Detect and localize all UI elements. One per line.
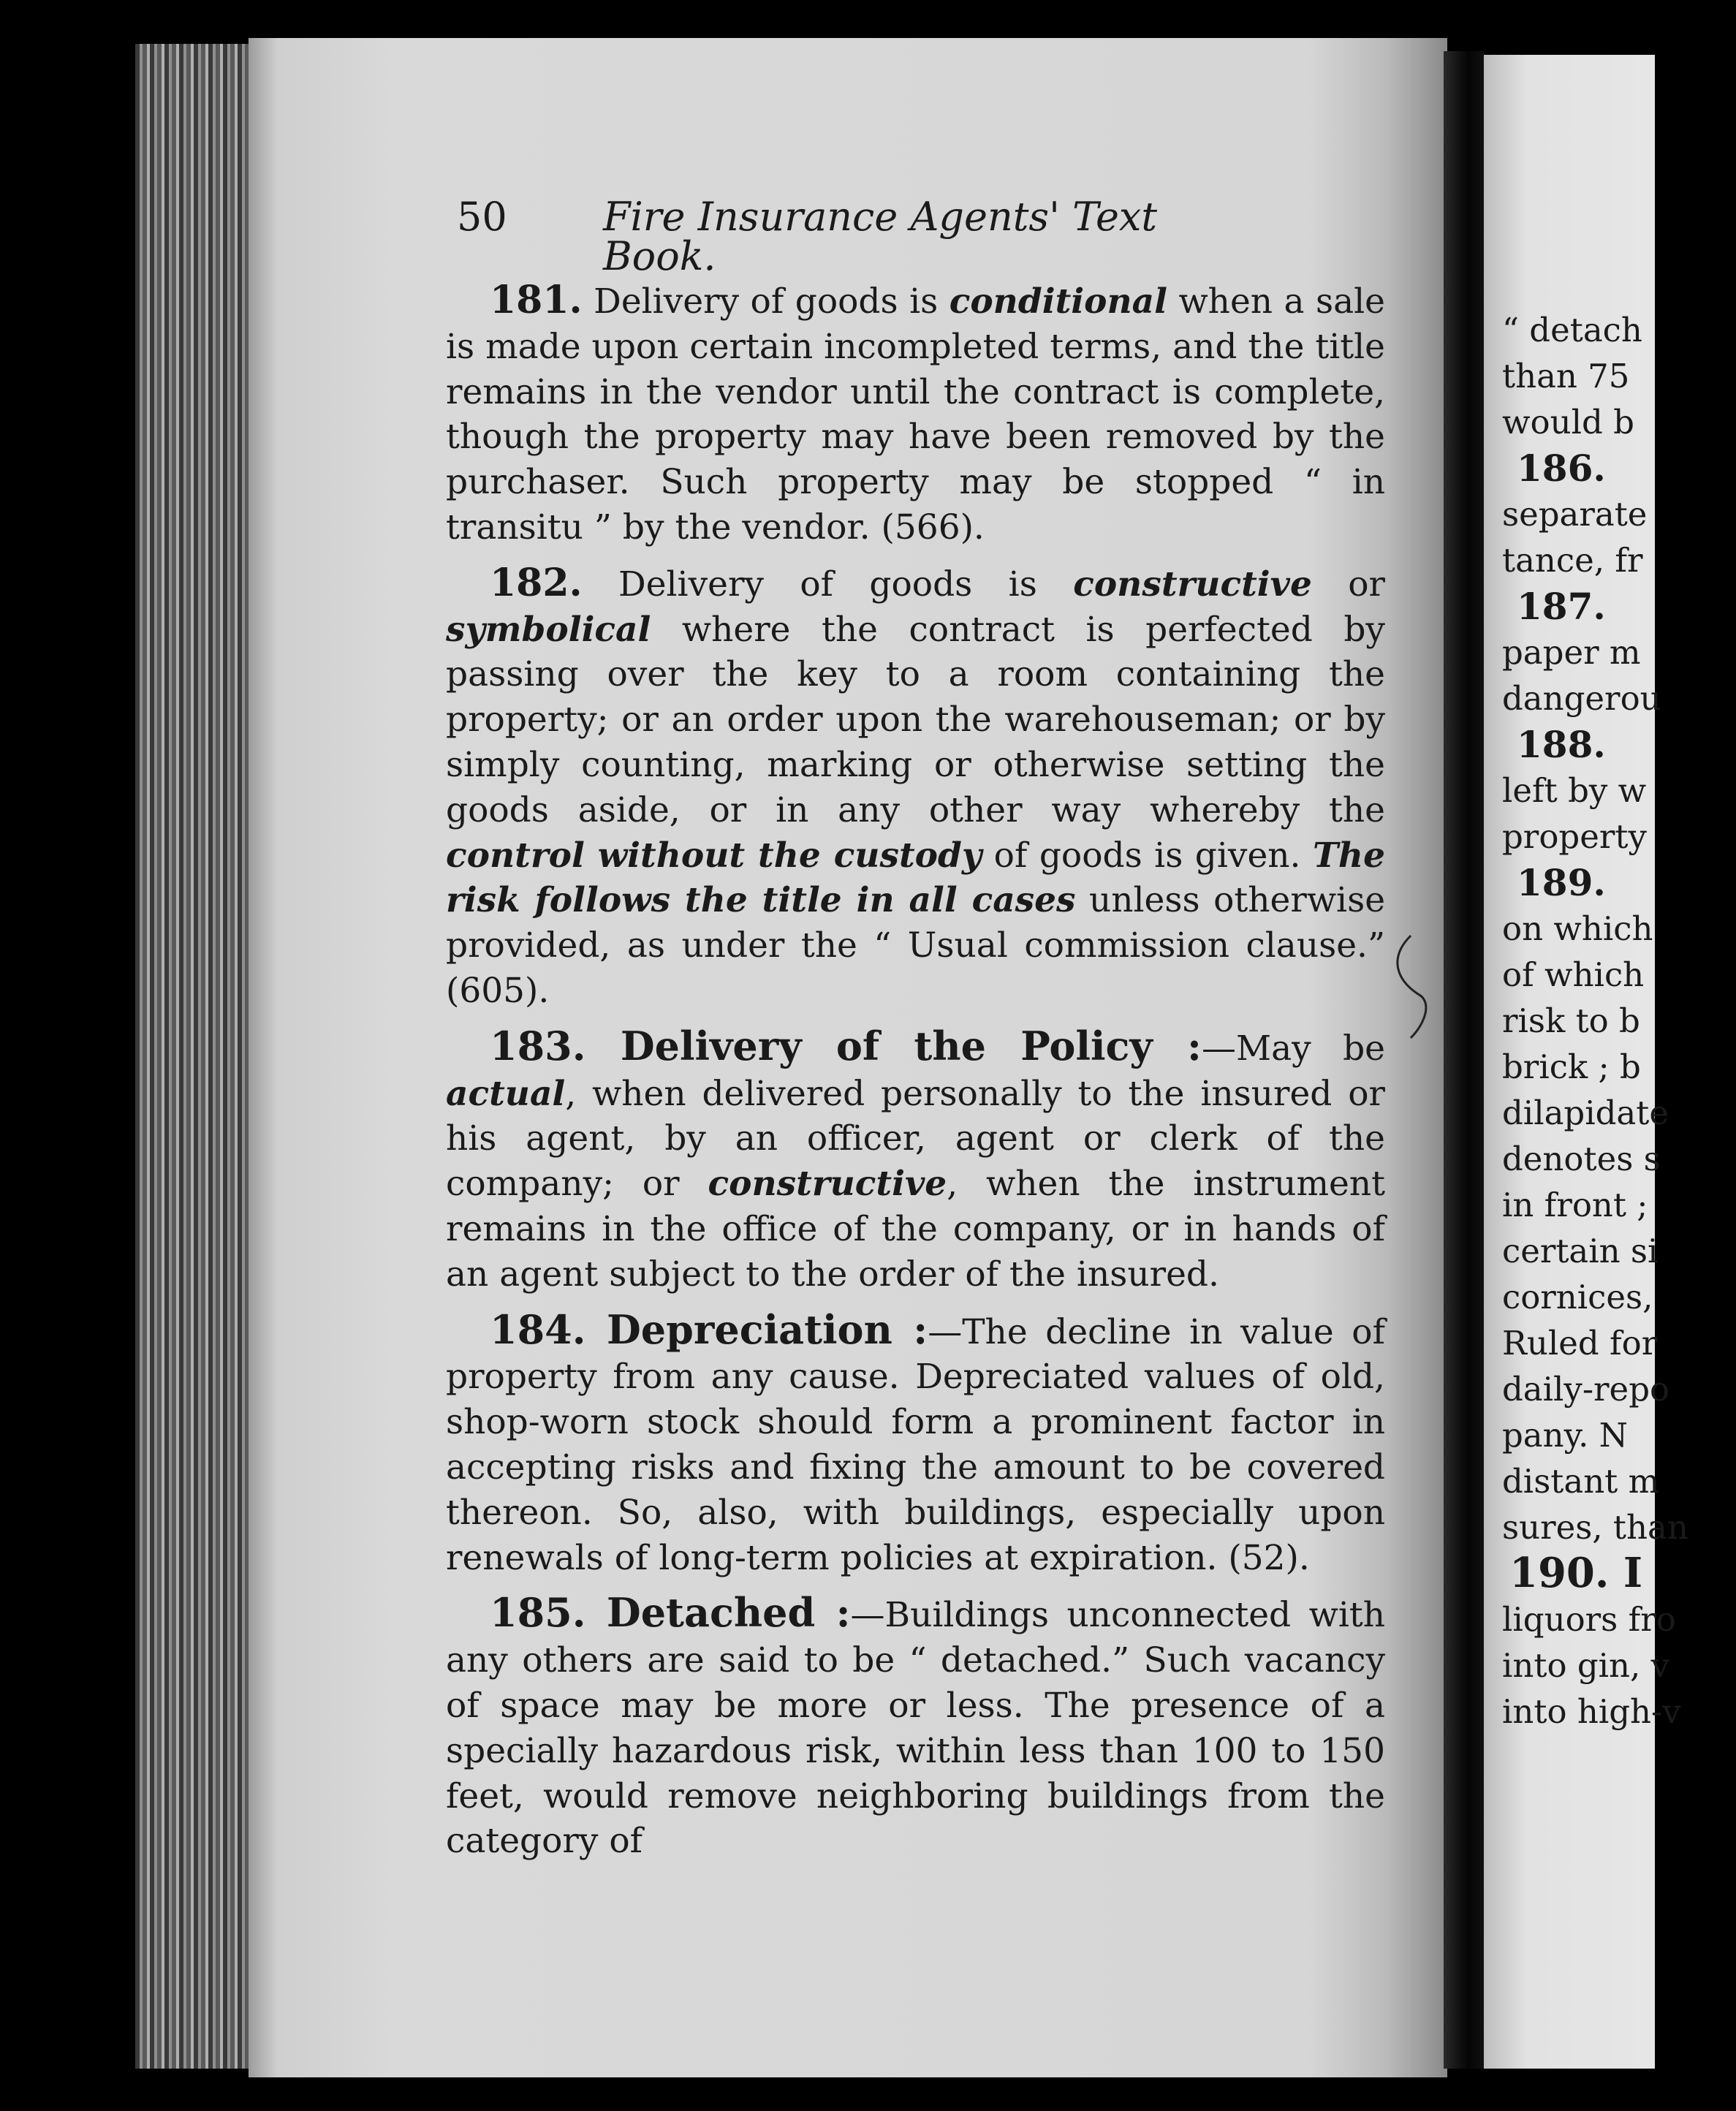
- section-number: 183.: [490, 1022, 586, 1069]
- body-text: Delivery of goods is: [582, 281, 950, 322]
- right-page-line: brick ; b: [1502, 1047, 1641, 1086]
- right-page-section-number: 189.: [1517, 861, 1606, 904]
- body-text: Delivery of goods is: [582, 564, 1074, 605]
- left-page-text: [446, 278, 1385, 1874]
- paragraph-181: [446, 278, 1385, 550]
- body-text: —Buildings unconnected with any others are said to be “ detached.” Such vacancy of space may be more or less. The presence of a specially hazardous risk, within less than 100 to 150 feet, would remove neighboring buildings from the category of: [446, 1595, 1386, 1862]
- italic-term: constructive: [1073, 564, 1312, 605]
- book-gutter: [1444, 51, 1484, 2069]
- right-page-line: sures, than: [1502, 1508, 1688, 1547]
- running-title: Fire Insurance Agents' Text Book.: [603, 194, 1158, 279]
- right-page-text: [1502, 307, 1736, 1735]
- right-page-line: distant m: [1502, 1462, 1660, 1501]
- italic-term: symbolical: [446, 609, 651, 650]
- body-text: , when the instrument remains in the office of the company, or in hands of an agent subject to the order of the insured.: [446, 1164, 1385, 1295]
- section-number: 184.: [490, 1305, 586, 1353]
- right-page-section-number: 187.: [1517, 585, 1606, 628]
- right-page-line: property: [1502, 817, 1647, 856]
- body-text: of goods is given.: [982, 835, 1313, 876]
- section-number: 182.: [490, 560, 583, 605]
- section-heading: Detached :: [585, 1589, 851, 1637]
- paragraph-182: [446, 561, 1385, 1014]
- body-text: unless otherwise provided, as under the “ Usual commission clause.” (605).: [446, 880, 1386, 1011]
- right-page-line: dilapidate: [1502, 1094, 1669, 1132]
- right-page-line: left by w: [1502, 771, 1647, 810]
- paragraph-184: [446, 1305, 1385, 1581]
- right-page-line: in front ;: [1502, 1186, 1648, 1224]
- body-text: —The decline in value of property from any cause. Depreciated values of old, shop-worn stock should form a prominent factor in accepting risks and fixing the amount to be covered thereon. So, also, with buildings, especially upon renewals of long-term policies at expiration. (52).: [446, 1311, 1385, 1578]
- right-page-line: liquors fro: [1502, 1600, 1676, 1639]
- right-page-line: Ruled for: [1502, 1324, 1658, 1363]
- right-page-line: daily-repo: [1502, 1370, 1670, 1409]
- right-page-line: pany. N: [1502, 1416, 1629, 1455]
- pen-mark-icon: [1381, 928, 1447, 1045]
- right-page-section-number: 188.: [1517, 723, 1606, 766]
- right-page-line: on which: [1502, 909, 1653, 948]
- right-page-line: separate: [1502, 495, 1648, 534]
- body-text: —May be: [1201, 1028, 1385, 1069]
- italic-term: control without the custody: [446, 835, 982, 876]
- section-number: 181.: [490, 278, 583, 322]
- right-page-line: cornices,: [1502, 1278, 1653, 1316]
- italic-term: The risk follows the title in all cases: [446, 835, 1386, 921]
- right-page-line: than 75: [1502, 357, 1630, 395]
- right-page-section-number: 190. I: [1509, 1549, 1643, 1597]
- body-text: where the contract is perfected by passing over the key to a room containing the property; or an order upon the warehouseman; or by simply counting, marking or otherwise setting the goods aside, or in any other way whereby the: [446, 609, 1385, 830]
- page-number: 50: [457, 194, 507, 240]
- right-page-section-number: 186.: [1517, 447, 1606, 490]
- italic-term: conditional: [949, 281, 1167, 322]
- paragraph-183: [446, 1024, 1385, 1297]
- right-page-line: denotes s: [1502, 1140, 1661, 1178]
- right-page-line: “ detach: [1502, 311, 1642, 349]
- body-text: or: [1311, 564, 1385, 605]
- right-page-line: into high-v: [1502, 1692, 1681, 1731]
- book-page-edges: [135, 44, 256, 2069]
- italic-term: actual: [446, 1073, 566, 1114]
- italic-term: constructive: [708, 1164, 947, 1205]
- paragraph-185: [446, 1591, 1385, 1864]
- right-page-line: certain si: [1502, 1232, 1659, 1270]
- right-page-line: dangerou: [1502, 679, 1661, 718]
- right-page-line: of which: [1502, 955, 1645, 994]
- section-heading: Delivery of the Policy :: [585, 1022, 1202, 1069]
- body-text: , when delivered personally to the insured or his agent, by an officer, agent or clerk of the company; or: [446, 1073, 1385, 1205]
- section-heading: Depreciation :: [585, 1305, 928, 1353]
- right-page-line: paper m: [1502, 633, 1641, 672]
- right-page-line: tance, fr: [1502, 541, 1643, 580]
- right-page-line: risk to b: [1502, 1001, 1640, 1040]
- body-text: when a sale is made upon certain incompleted terms, and the title remains in the vendor until the contract is complete, though the property may have been removed by the purchaser. Such property may be stopped “ in transitu ” by the vendor. (566).: [446, 281, 1385, 547]
- right-page-line: into gin, v: [1502, 1646, 1670, 1685]
- section-number: 185.: [490, 1589, 586, 1637]
- right-page-line: would b: [1502, 403, 1634, 441]
